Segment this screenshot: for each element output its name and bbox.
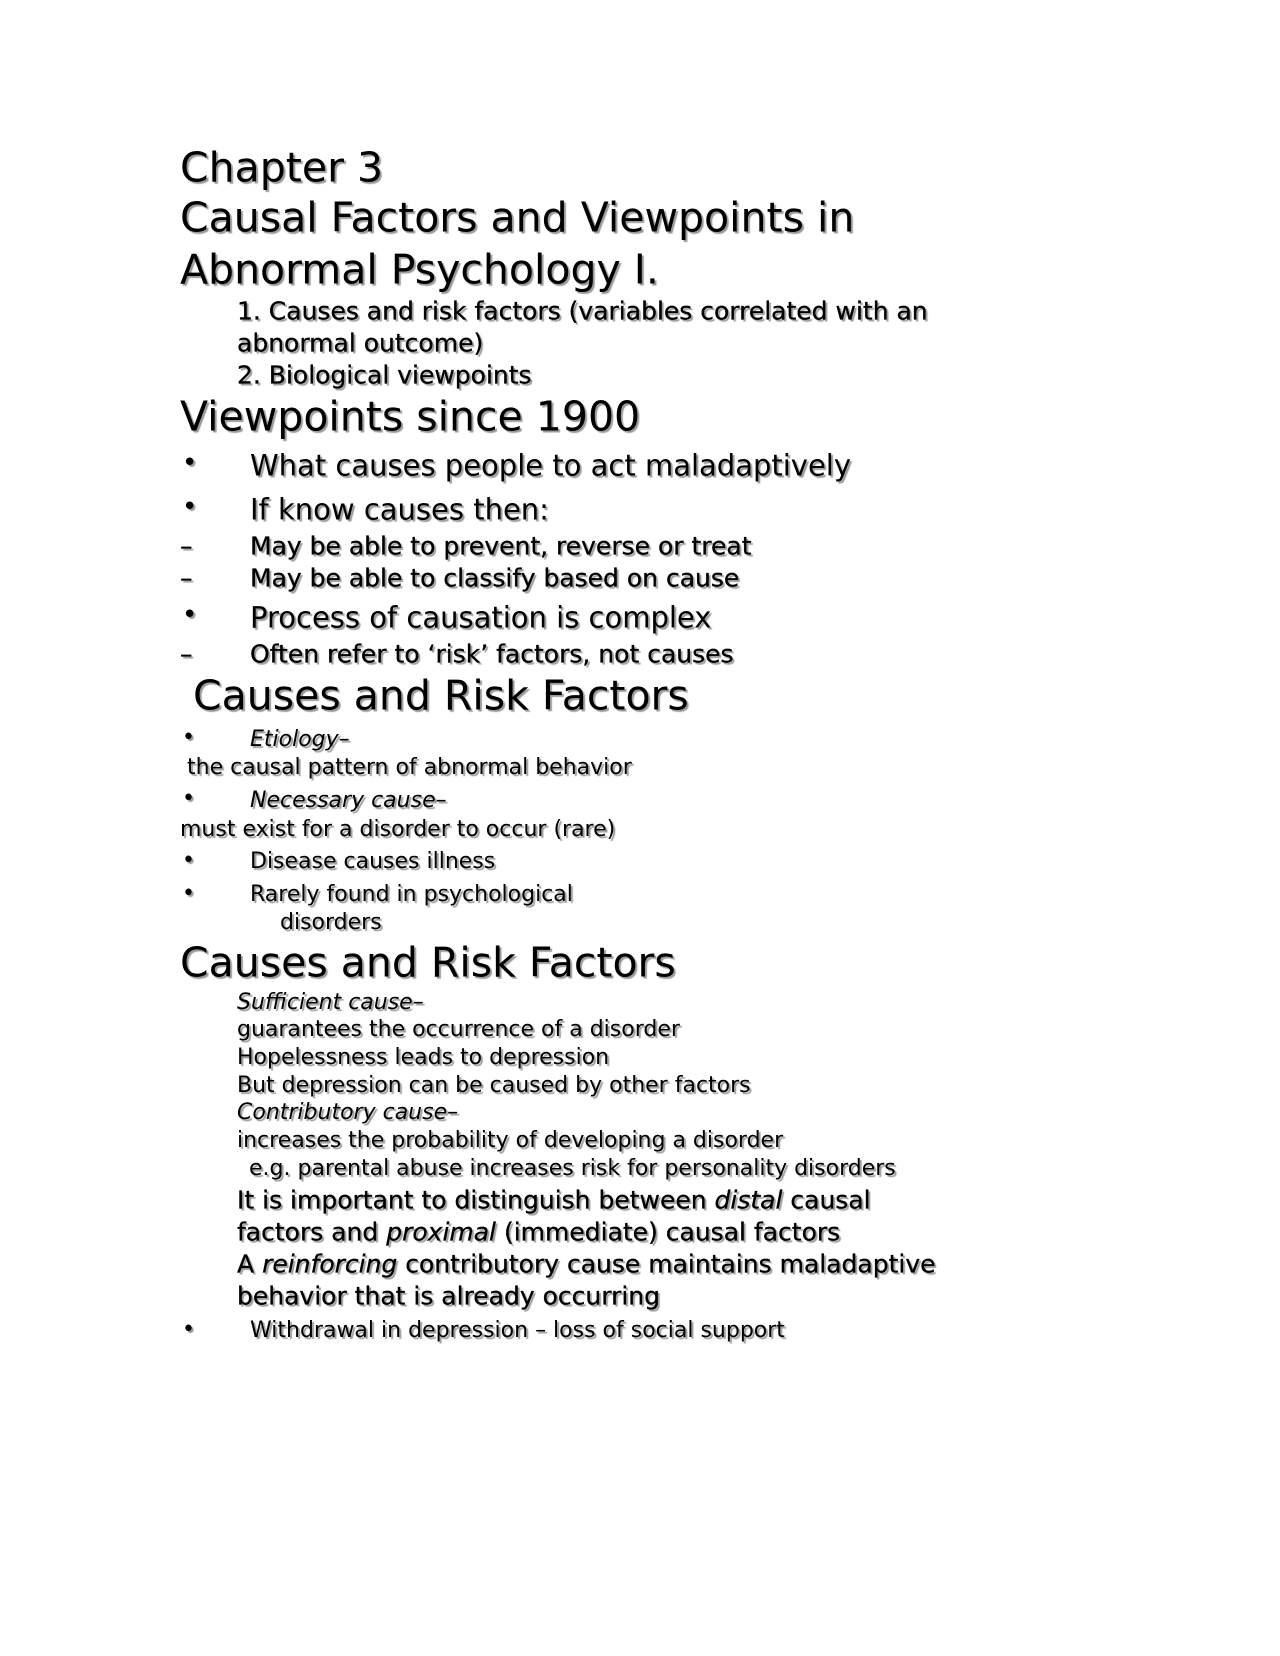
emphasis: reinforcing	[262, 1249, 398, 1279]
definition: must exist for a disorder to occur (rare)	[180, 817, 616, 842]
dash-icon: –	[180, 563, 193, 593]
example: But depression can be caused by other factors	[237, 1073, 751, 1098]
term-necessary-cause: Necessary cause–	[250, 788, 447, 813]
paragraph-proximal	[237, 1217, 841, 1247]
paragraph-distal	[237, 1185, 871, 1215]
bullet-icon: •	[182, 881, 195, 906]
text: It is important to distinguish between	[237, 1185, 715, 1215]
list-subitem: May be able to prevent, reverse or treat	[250, 531, 752, 561]
list-item-cont: disorders	[280, 910, 382, 935]
bullet-icon: •	[182, 448, 198, 478]
bullet-icon: •	[182, 848, 195, 873]
list-item: Withdrawal in depression – loss of social support	[250, 1318, 785, 1343]
text: (immediate) causal factors	[496, 1217, 841, 1247]
dash-icon: –	[180, 639, 193, 669]
bullet-icon: •	[182, 1317, 195, 1342]
example: Hopelessness leads to depression	[237, 1045, 610, 1070]
list-item: What causes people to act maladaptively	[250, 448, 852, 483]
paragraph-reinforcing-cont: behavior that is already occurring	[237, 1281, 661, 1311]
bullet-icon: •	[182, 492, 198, 522]
section-heading: Causes and Risk Factors	[193, 671, 689, 720]
dash-icon: –	[180, 531, 193, 561]
bullet-icon: •	[182, 725, 195, 750]
text: contributory cause maintains maladaptive	[397, 1249, 936, 1279]
text: factors and	[237, 1217, 387, 1247]
outline-item: 2. Biological viewpoints	[237, 360, 532, 390]
term-contributory-cause: Contributory cause–	[237, 1100, 459, 1125]
list-subitem: Often refer to ‘risk’ factors, not causes	[250, 639, 734, 669]
example: e.g. parental abuse increases risk for personality disorders	[249, 1156, 896, 1181]
list-item: Process of causation is complex	[250, 600, 712, 635]
section-heading: Causes and Risk Factors	[180, 938, 676, 987]
text: A	[237, 1249, 263, 1279]
term-sufficient-cause: Sufficient cause–	[237, 990, 424, 1015]
list-item: Disease causes illness	[250, 849, 496, 874]
list-item: Rarely found in psychological	[250, 882, 573, 907]
section-heading: Viewpoints since 1900	[180, 392, 641, 441]
paragraph-reinforcing	[237, 1249, 936, 1279]
outline-item: 1. Causes and risk factors (variables correlated with an	[237, 296, 928, 326]
emphasis: proximal	[386, 1217, 497, 1247]
outline-item: abnormal outcome)	[237, 328, 484, 358]
term-etiology: Etiology–	[250, 727, 350, 752]
chapter-subtitle-cont: Abnormal Psychology I.	[180, 245, 659, 294]
chapter-subtitle: Causal Factors and Viewpoints in	[180, 193, 855, 242]
chapter-title: Chapter 3	[180, 143, 384, 192]
list-item: If know causes then:	[250, 492, 549, 527]
definition: increases the probability of developing a disorder	[237, 1128, 784, 1153]
definition: guarantees the occurrence of a disorder	[237, 1017, 680, 1042]
text: causal	[782, 1185, 871, 1215]
bullet-icon: •	[182, 600, 198, 630]
bullet-icon: •	[182, 786, 195, 811]
list-subitem: May be able to classify based on cause	[250, 563, 740, 593]
definition: the causal pattern of abnormal behavior	[187, 755, 632, 780]
emphasis: distal	[714, 1185, 783, 1215]
